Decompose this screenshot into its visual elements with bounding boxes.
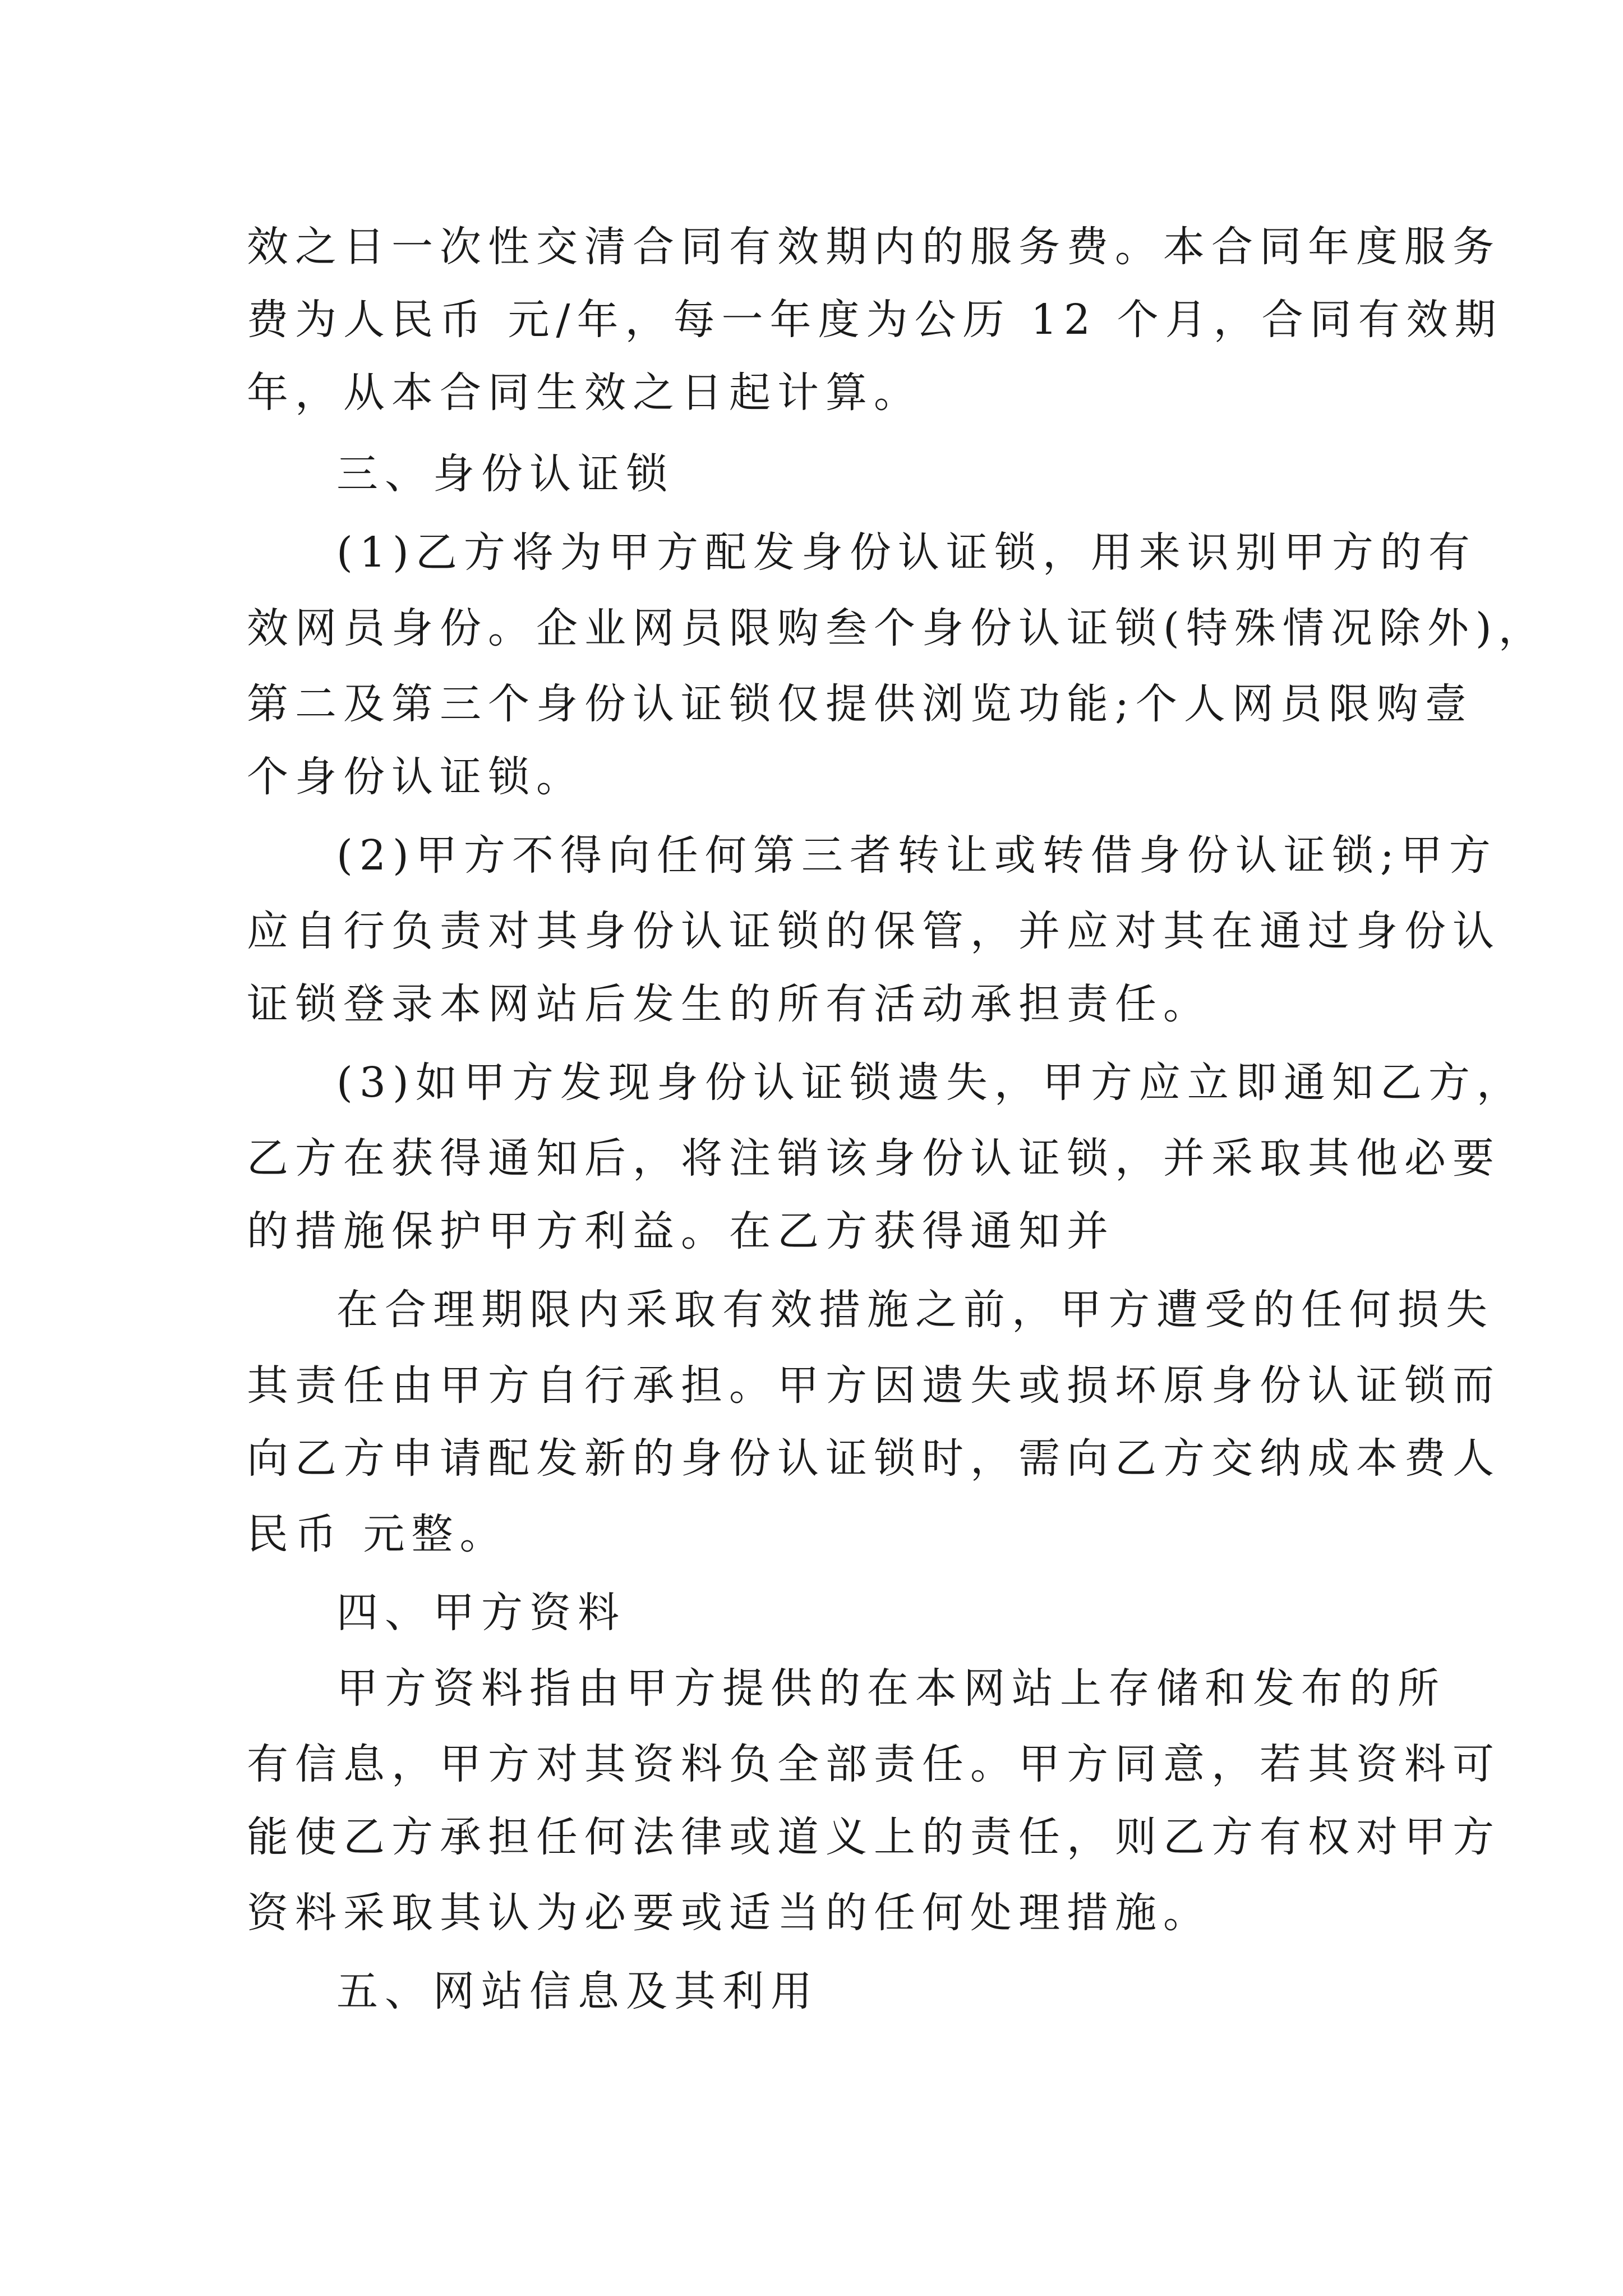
text-line: 其责任由甲方自行承担。甲方因遗失或损坏原身份认证锁而 xyxy=(247,1361,1501,1410)
text-line: 在合理期限内采取有效措施之前，甲方遭受的任何损失 xyxy=(336,1286,1494,1334)
section-heading: 四、甲方资料 xyxy=(336,1589,626,1637)
text-line: 效之日一次性交清合同有效期内的服务费。本合同年度服务 xyxy=(247,223,1501,271)
text-line: 年，从本合同生效之日起计算。 xyxy=(247,369,922,417)
text-line: 的措施保护甲方利益。在乙方获得通知并 xyxy=(247,1207,1115,1255)
text-line: 向乙方申请配发新的身份认证锁时，需向乙方交纳成本费人 xyxy=(247,1434,1501,1483)
text-line: 乙方在获得通知后，将注销该身份认证锁，并采取其他必要 xyxy=(247,1134,1501,1182)
text-line: 费为人民币 元/年，每一年度为公历 12 个月，合同有效期 xyxy=(247,296,1503,344)
text-line: 第二及第三个身份认证锁仅提供浏览功能;个人网员限购壹 xyxy=(247,680,1473,728)
text-line: 证锁登录本网站后发生的所有活动承担责任。 xyxy=(247,980,1211,1028)
section-heading: 五、网站信息及其利用 xyxy=(336,1967,819,2016)
text-line: 资料采取其认为必要或适当的任何处理措施。 xyxy=(247,1889,1211,1937)
text-line: (3)如甲方发现身份认证锁遗失，甲方应立即通知乙方， xyxy=(336,1059,1525,1107)
text-line: 应自行负责对其身份认证锁的保管，并应对其在通过身份认 xyxy=(247,907,1501,955)
text-line: 有信息，甲方对其资料负全部责任。甲方同意，若其资料可 xyxy=(247,1740,1501,1788)
text-line: 个身份认证锁。 xyxy=(247,753,584,801)
text-line: (1)乙方将为甲方配发身份认证锁，用来识别甲方的有 xyxy=(336,528,1477,577)
text-line: 能使乙方承担任何法律或道义上的责任，则乙方有权对甲方 xyxy=(247,1813,1501,1861)
text-line: 甲方资料指由甲方提供的在本网站上存储和发布的所 xyxy=(336,1664,1446,1713)
text-line: (2)甲方不得向任何第三者转让或转借身份认证锁;甲方 xyxy=(336,831,1497,880)
text-line: 效网员身份。企业网员限购叁个身份认证锁(特殊情况除外)， xyxy=(247,604,1547,652)
section-heading: 三、身份认证锁 xyxy=(336,450,674,498)
text-line: 民币 元整。 xyxy=(247,1510,508,1558)
